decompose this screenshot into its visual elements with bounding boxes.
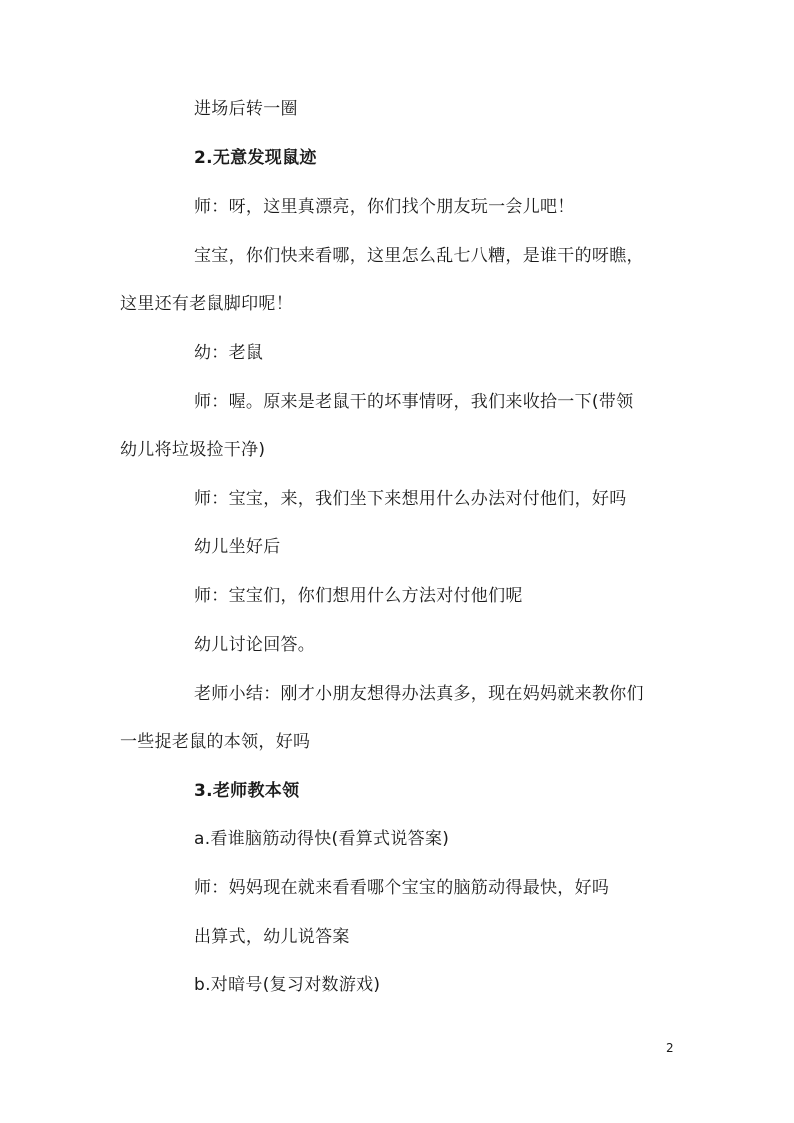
text-line-13: 老师小结：刚才小朋友想得办法真多，现在妈妈就来教你们 xyxy=(194,684,644,704)
section-heading-3: 3.老师教本领 xyxy=(194,781,300,801)
text-line-3: 师：呀，这里真漂亮，你们找个朋友玩一会儿吧！ xyxy=(194,197,575,217)
text-line-12: 幼儿讨论回答。 xyxy=(194,635,316,655)
text-line-7: 师：喔。原来是老鼠干的坏事情呀，我们来收拾一下(带领 xyxy=(194,392,634,412)
text-line-6: 幼：老鼠 xyxy=(194,343,264,363)
text-line-1: 进场后转一圈 xyxy=(194,99,298,119)
text-line-5: 这里还有老鼠脚印呢！ xyxy=(120,294,293,314)
text-line-17: 师：妈妈现在就来看看哪个宝宝的脑筋动得最快，好吗 xyxy=(194,878,610,898)
subsection-a: a.看谁脑筋动得快(看算式说答案) xyxy=(194,829,450,849)
text-line-9: 师：宝宝，来，我们坐下来想用什么办法对付他们，好吗 xyxy=(194,489,627,509)
text-line-4: 宝宝，你们快来看哪，这里怎么乱七八糟，是谁干的呀瞧， xyxy=(194,246,644,266)
text-line-8: 幼儿将垃圾捡干净) xyxy=(120,440,266,460)
subsection-b: b.对暗号(复习对数游戏) xyxy=(194,975,381,995)
text-line-10: 幼儿坐好后 xyxy=(194,537,281,557)
text-line-18: 出算式，幼儿说答案 xyxy=(194,927,350,947)
page-number: 2 xyxy=(666,1041,674,1055)
text-line-14: 一些捉老鼠的本领，好吗 xyxy=(120,732,311,752)
text-line-11: 师：宝宝们，你们想用什么方法对付他们呢 xyxy=(194,586,523,606)
section-heading-2: 2.无意发现鼠迹 xyxy=(194,148,317,168)
